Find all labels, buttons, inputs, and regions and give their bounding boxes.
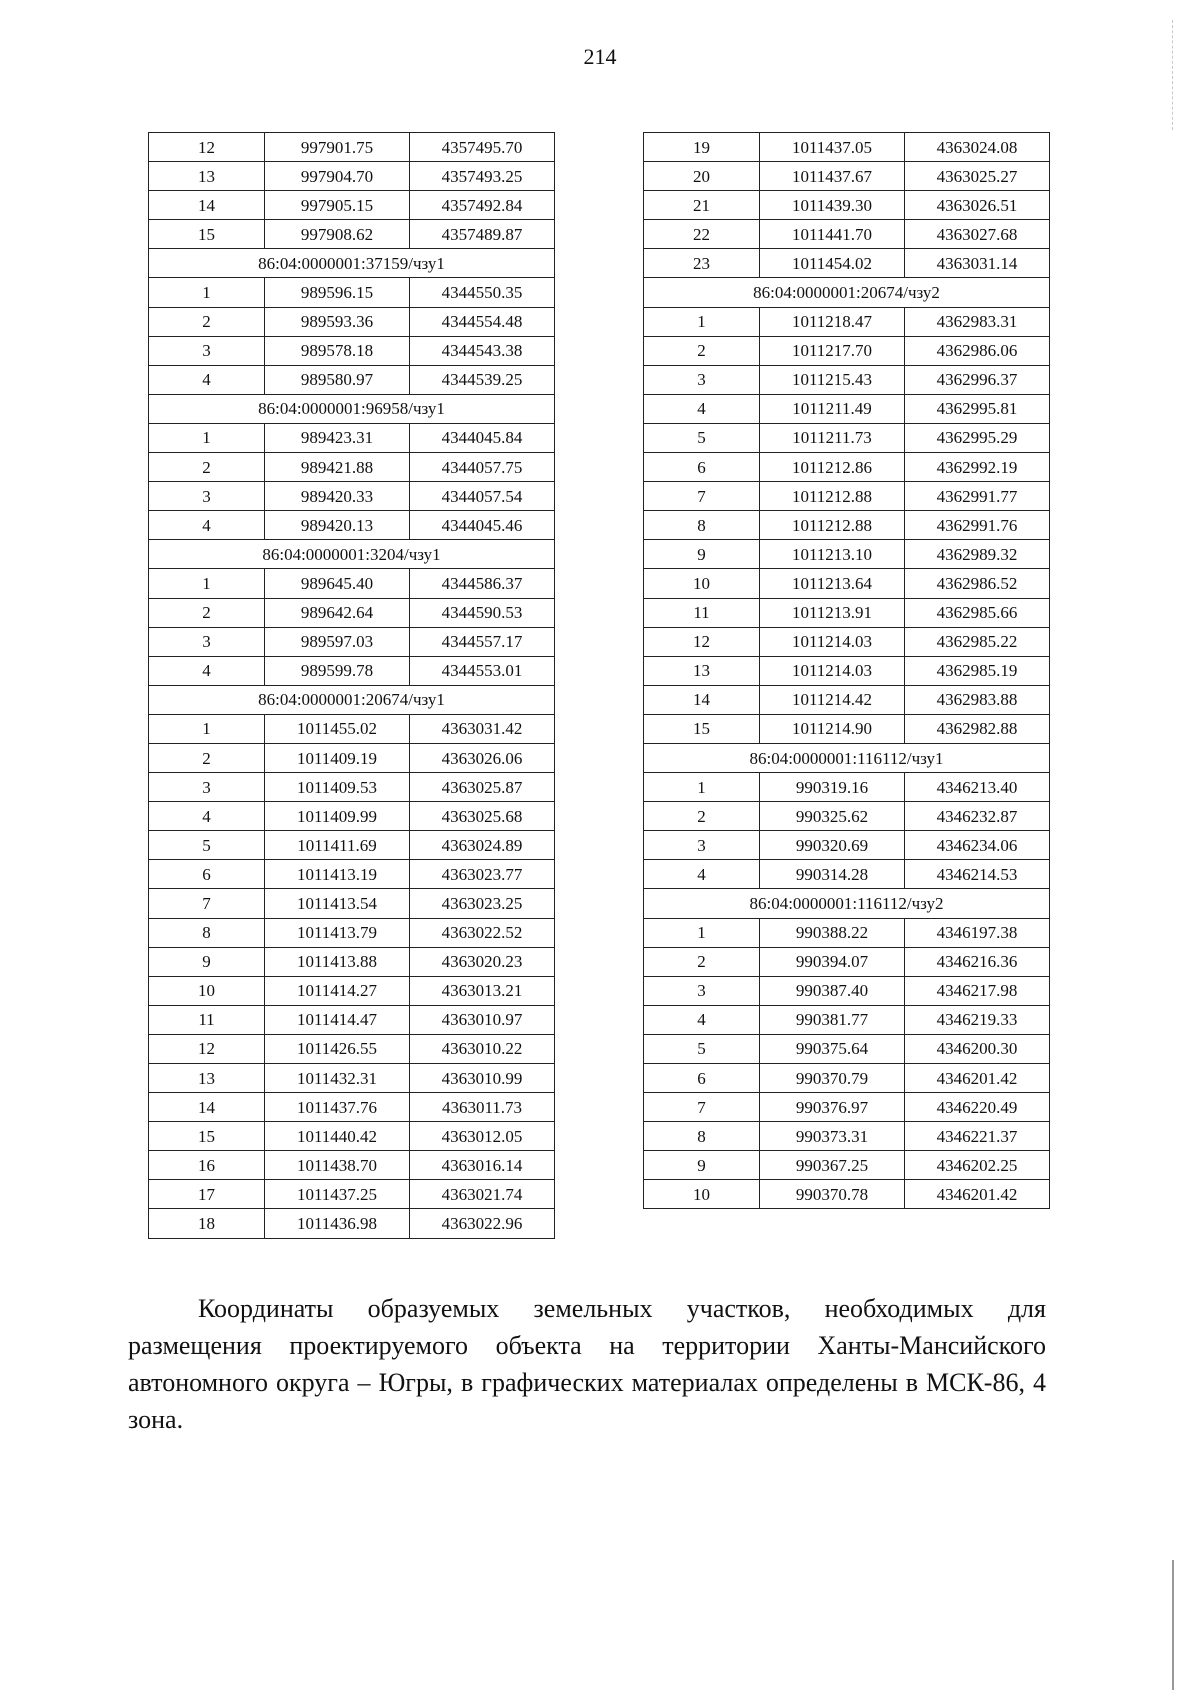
point-number: 19	[644, 133, 760, 162]
table-row	[644, 714, 1050, 743]
y-coordinate: 4362995.81	[905, 394, 1050, 423]
page-number: 214	[583, 44, 617, 69]
x-coordinate: 1011413.88	[265, 947, 410, 976]
y-coordinate: 4363025.68	[410, 802, 555, 831]
table-row	[149, 365, 555, 394]
y-coordinate: 4344550.35	[410, 278, 555, 307]
y-coordinate: 4346202.25	[905, 1151, 1050, 1180]
table-row	[149, 1005, 555, 1034]
table-row	[644, 918, 1050, 947]
table-row	[644, 1034, 1050, 1063]
point-number: 13	[644, 656, 760, 685]
x-coordinate: 989593.36	[265, 307, 410, 336]
table-row	[644, 511, 1050, 540]
point-number: 3	[644, 831, 760, 860]
table-row	[149, 918, 555, 947]
y-coordinate: 4362992.19	[905, 453, 1050, 482]
parcel-header-row	[149, 685, 555, 714]
table-row	[644, 307, 1050, 336]
table-row	[644, 453, 1050, 482]
y-coordinate: 4346213.40	[905, 773, 1050, 802]
point-number: 1	[644, 307, 760, 336]
y-coordinate: 4363031.42	[410, 714, 555, 743]
y-coordinate: 4346217.98	[905, 976, 1050, 1005]
point-number: 10	[644, 569, 760, 598]
point-number: 2	[149, 307, 265, 336]
y-coordinate: 4363010.99	[410, 1064, 555, 1093]
x-coordinate: 990370.78	[760, 1180, 905, 1209]
table-row	[149, 598, 555, 627]
point-number: 4	[644, 394, 760, 423]
coordinates-table-left	[148, 132, 555, 1239]
x-coordinate: 989599.78	[265, 656, 410, 685]
x-coordinate: 1011212.88	[760, 482, 905, 511]
y-coordinate: 4363012.05	[410, 1122, 555, 1151]
y-coordinate: 4346220.49	[905, 1093, 1050, 1122]
point-number: 2	[644, 336, 760, 365]
table-row	[644, 831, 1050, 860]
point-number: 13	[149, 1064, 265, 1093]
table-row	[149, 714, 555, 743]
table-row	[644, 598, 1050, 627]
x-coordinate: 1011409.53	[265, 773, 410, 802]
y-coordinate: 4363027.68	[905, 220, 1050, 249]
point-number: 11	[149, 1005, 265, 1034]
coordinate-system-note: Координаты образуемых земельных участков, необходимых для размещения проектируемого объекта на территории Ханты-Мансийского автономного округа – Югры, в графических материалах определены в МСК-86, 4 зона.	[128, 1294, 1046, 1434]
table-row	[149, 1122, 555, 1151]
point-number: 1	[644, 918, 760, 947]
x-coordinate: 1011436.98	[265, 1209, 410, 1238]
table-row	[149, 831, 555, 860]
table-row	[644, 627, 1050, 656]
table-row	[644, 656, 1050, 685]
table-row	[644, 249, 1050, 278]
parcel-label: 86:04:0000001:116112/чзу1	[644, 743, 1050, 772]
x-coordinate: 1011213.10	[760, 540, 905, 569]
y-coordinate: 4346221.37	[905, 1122, 1050, 1151]
y-coordinate: 4362983.88	[905, 685, 1050, 714]
point-number: 1	[644, 773, 760, 802]
x-coordinate: 1011213.91	[760, 598, 905, 627]
table-row	[644, 162, 1050, 191]
table-row	[149, 627, 555, 656]
point-number: 15	[149, 220, 265, 249]
y-coordinate: 4363013.21	[410, 976, 555, 1005]
point-number: 22	[644, 220, 760, 249]
table-row	[644, 947, 1050, 976]
table-row	[644, 394, 1050, 423]
table-row	[149, 802, 555, 831]
y-coordinate: 4346201.42	[905, 1180, 1050, 1209]
y-coordinate: 4363031.14	[905, 249, 1050, 278]
y-coordinate: 4357495.70	[410, 133, 555, 162]
y-coordinate: 4357489.87	[410, 220, 555, 249]
table-row	[149, 947, 555, 976]
point-number: 21	[644, 191, 760, 220]
x-coordinate: 990387.40	[760, 976, 905, 1005]
parcel-header-row	[644, 889, 1050, 918]
y-coordinate: 4362985.22	[905, 627, 1050, 656]
x-coordinate: 1011432.31	[265, 1064, 410, 1093]
point-number: 6	[644, 453, 760, 482]
y-coordinate: 4346214.53	[905, 860, 1050, 889]
point-number: 1	[149, 278, 265, 307]
y-coordinate: 4346232.87	[905, 802, 1050, 831]
y-coordinate: 4363024.89	[410, 831, 555, 860]
point-number: 5	[644, 423, 760, 452]
point-number: 6	[644, 1064, 760, 1093]
point-number: 10	[149, 976, 265, 1005]
y-coordinate: 4344554.48	[410, 307, 555, 336]
y-coordinate: 4362996.37	[905, 365, 1050, 394]
x-coordinate: 990388.22	[760, 918, 905, 947]
table-row	[149, 1180, 555, 1209]
x-coordinate: 990376.97	[760, 1093, 905, 1122]
table-row	[149, 1064, 555, 1093]
point-number: 11	[644, 598, 760, 627]
point-number: 5	[644, 1034, 760, 1063]
table-row	[149, 162, 555, 191]
parcel-header-row	[149, 394, 555, 423]
table-row	[644, 1093, 1050, 1122]
y-coordinate: 4344557.17	[410, 627, 555, 656]
parcel-header-row	[149, 540, 555, 569]
point-number: 4	[149, 511, 265, 540]
point-number: 16	[149, 1151, 265, 1180]
table-row	[644, 976, 1050, 1005]
table-row	[644, 1180, 1050, 1209]
point-number: 13	[149, 162, 265, 191]
point-number: 12	[149, 133, 265, 162]
x-coordinate: 1011437.25	[265, 1180, 410, 1209]
point-number: 3	[149, 773, 265, 802]
table-row	[644, 1064, 1050, 1093]
point-number: 3	[149, 627, 265, 656]
y-coordinate: 4363016.14	[410, 1151, 555, 1180]
x-coordinate: 990375.64	[760, 1034, 905, 1063]
point-number: 5	[149, 831, 265, 860]
point-number: 9	[644, 540, 760, 569]
y-coordinate: 4344045.46	[410, 511, 555, 540]
table-row	[149, 569, 555, 598]
y-coordinate: 4363010.22	[410, 1034, 555, 1063]
table-row	[149, 453, 555, 482]
point-number: 6	[149, 860, 265, 889]
y-coordinate: 4344553.01	[410, 656, 555, 685]
y-coordinate: 4362986.06	[905, 336, 1050, 365]
x-coordinate: 1011413.79	[265, 918, 410, 947]
table-row	[149, 889, 555, 918]
x-coordinate: 997908.62	[265, 220, 410, 249]
x-coordinate: 1011414.27	[265, 976, 410, 1005]
point-number: 1	[149, 569, 265, 598]
x-coordinate: 990367.25	[760, 1151, 905, 1180]
table-row	[149, 1151, 555, 1180]
x-coordinate: 990319.16	[760, 773, 905, 802]
x-coordinate: 989420.33	[265, 482, 410, 511]
y-coordinate: 4363023.77	[410, 860, 555, 889]
x-coordinate: 1011213.64	[760, 569, 905, 598]
point-number: 7	[644, 1093, 760, 1122]
x-coordinate: 1011211.73	[760, 423, 905, 452]
table-row	[149, 482, 555, 511]
parcel-label: 86:04:0000001:20674/чзу2	[644, 278, 1050, 307]
x-coordinate: 989596.15	[265, 278, 410, 307]
point-number: 2	[149, 453, 265, 482]
y-coordinate: 4346201.42	[905, 1064, 1050, 1093]
y-coordinate: 4357493.25	[410, 162, 555, 191]
y-coordinate: 4346219.33	[905, 1005, 1050, 1034]
y-coordinate: 4346216.36	[905, 947, 1050, 976]
x-coordinate: 1011437.76	[265, 1093, 410, 1122]
point-number: 4	[644, 860, 760, 889]
x-coordinate: 990370.79	[760, 1064, 905, 1093]
point-number: 23	[644, 249, 760, 278]
y-coordinate: 4362989.32	[905, 540, 1050, 569]
x-coordinate: 1011439.30	[760, 191, 905, 220]
scan-margin-mark	[1172, 1560, 1174, 1690]
table-row	[149, 307, 555, 336]
point-number: 18	[149, 1209, 265, 1238]
point-number: 1	[149, 423, 265, 452]
y-coordinate: 4363026.06	[410, 743, 555, 772]
x-coordinate: 989580.97	[265, 365, 410, 394]
x-coordinate: 990320.69	[760, 831, 905, 860]
point-number: 3	[149, 336, 265, 365]
x-coordinate: 1011214.03	[760, 656, 905, 685]
point-number: 12	[644, 627, 760, 656]
table-row	[149, 656, 555, 685]
point-number: 2	[149, 598, 265, 627]
table-row	[149, 511, 555, 540]
y-coordinate: 4363022.96	[410, 1209, 555, 1238]
x-coordinate: 990314.28	[760, 860, 905, 889]
x-coordinate: 1011413.19	[265, 860, 410, 889]
table-row	[644, 569, 1050, 598]
x-coordinate: 1011214.42	[760, 685, 905, 714]
point-number: 9	[644, 1151, 760, 1180]
point-number: 3	[149, 482, 265, 511]
point-number: 4	[644, 1005, 760, 1034]
y-coordinate: 4344586.37	[410, 569, 555, 598]
y-coordinate: 4346234.06	[905, 831, 1050, 860]
point-number: 14	[644, 685, 760, 714]
point-number: 1	[149, 714, 265, 743]
table-row	[149, 743, 555, 772]
table-row	[149, 976, 555, 1005]
y-coordinate: 4362986.52	[905, 569, 1050, 598]
y-coordinate: 4362985.66	[905, 598, 1050, 627]
point-number: 15	[644, 714, 760, 743]
x-coordinate: 989597.03	[265, 627, 410, 656]
table-row	[644, 423, 1050, 452]
y-coordinate: 4363026.51	[905, 191, 1050, 220]
point-number: 7	[149, 889, 265, 918]
x-coordinate: 989645.40	[265, 569, 410, 598]
y-coordinate: 4346197.38	[905, 918, 1050, 947]
table-row	[149, 220, 555, 249]
y-coordinate: 4363020.23	[410, 947, 555, 976]
x-coordinate: 997904.70	[265, 162, 410, 191]
y-coordinate: 4344590.53	[410, 598, 555, 627]
x-coordinate: 997901.75	[265, 133, 410, 162]
x-coordinate: 990325.62	[760, 802, 905, 831]
y-coordinate: 4362991.77	[905, 482, 1050, 511]
y-coordinate: 4363024.08	[905, 133, 1050, 162]
table-row	[149, 423, 555, 452]
table-row	[644, 1005, 1050, 1034]
x-coordinate: 1011409.19	[265, 743, 410, 772]
x-coordinate: 989578.18	[265, 336, 410, 365]
y-coordinate: 4362991.76	[905, 511, 1050, 540]
point-number: 17	[149, 1180, 265, 1209]
point-number: 8	[644, 511, 760, 540]
y-coordinate: 4363025.27	[905, 162, 1050, 191]
x-coordinate: 1011441.70	[760, 220, 905, 249]
x-coordinate: 1011454.02	[760, 249, 905, 278]
point-number: 3	[644, 976, 760, 1005]
point-number: 14	[149, 191, 265, 220]
point-number: 2	[149, 743, 265, 772]
table-row	[149, 133, 555, 162]
x-coordinate: 990381.77	[760, 1005, 905, 1034]
parcel-header-row	[149, 249, 555, 278]
parcel-header-row	[644, 278, 1050, 307]
point-number: 2	[644, 802, 760, 831]
x-coordinate: 1011437.67	[760, 162, 905, 191]
y-coordinate: 4362995.29	[905, 423, 1050, 452]
table-row	[644, 1151, 1050, 1180]
table-row	[149, 1209, 555, 1238]
x-coordinate: 1011455.02	[265, 714, 410, 743]
x-coordinate: 1011217.70	[760, 336, 905, 365]
table-row	[644, 133, 1050, 162]
x-coordinate: 1011426.55	[265, 1034, 410, 1063]
table-row	[149, 860, 555, 889]
x-coordinate: 1011218.47	[760, 307, 905, 336]
y-coordinate: 4363025.87	[410, 773, 555, 802]
x-coordinate: 990394.07	[760, 947, 905, 976]
parcel-label: 86:04:0000001:20674/чзу1	[149, 685, 555, 714]
table-row	[644, 773, 1050, 802]
x-coordinate: 989423.31	[265, 423, 410, 452]
table-row	[149, 1034, 555, 1063]
x-coordinate: 1011413.54	[265, 889, 410, 918]
point-number: 4	[149, 365, 265, 394]
point-number: 9	[149, 947, 265, 976]
point-number: 15	[149, 1122, 265, 1151]
coordinates-table-right	[643, 132, 1050, 1209]
y-coordinate: 4362983.31	[905, 307, 1050, 336]
y-coordinate: 4363023.25	[410, 889, 555, 918]
point-number: 4	[149, 656, 265, 685]
y-coordinate: 4363010.97	[410, 1005, 555, 1034]
x-coordinate: 1011438.70	[265, 1151, 410, 1180]
point-number: 7	[644, 482, 760, 511]
table-row	[644, 860, 1050, 889]
parcel-label: 86:04:0000001:116112/чзу2	[644, 889, 1050, 918]
parcel-label: 86:04:0000001:37159/чзу1	[149, 249, 555, 278]
y-coordinate: 4344045.84	[410, 423, 555, 452]
point-number: 3	[644, 365, 760, 394]
point-number: 4	[149, 802, 265, 831]
point-number: 20	[644, 162, 760, 191]
y-coordinate: 4362982.88	[905, 714, 1050, 743]
parcel-label: 86:04:0000001:96958/чзу1	[149, 394, 555, 423]
table-row	[644, 191, 1050, 220]
y-coordinate: 4344057.54	[410, 482, 555, 511]
table-row	[644, 365, 1050, 394]
table-row	[149, 191, 555, 220]
y-coordinate: 4363022.52	[410, 918, 555, 947]
x-coordinate: 989421.88	[265, 453, 410, 482]
table-row	[644, 802, 1050, 831]
point-number: 14	[149, 1093, 265, 1122]
table-row	[644, 220, 1050, 249]
y-coordinate: 4363011.73	[410, 1093, 555, 1122]
scan-margin-mark	[1172, 20, 1173, 130]
x-coordinate: 1011409.99	[265, 802, 410, 831]
table-row	[644, 336, 1050, 365]
point-number: 2	[644, 947, 760, 976]
x-coordinate: 1011214.03	[760, 627, 905, 656]
parcel-label: 86:04:0000001:3204/чзу1	[149, 540, 555, 569]
table-row	[149, 278, 555, 307]
x-coordinate: 989420.13	[265, 511, 410, 540]
x-coordinate: 1011212.86	[760, 453, 905, 482]
x-coordinate: 1011411.69	[265, 831, 410, 860]
y-coordinate: 4346200.30	[905, 1034, 1050, 1063]
table-row	[644, 482, 1050, 511]
table-row	[644, 685, 1050, 714]
point-number: 8	[644, 1122, 760, 1151]
table-row	[644, 1122, 1050, 1151]
y-coordinate: 4344539.25	[410, 365, 555, 394]
x-coordinate: 1011440.42	[265, 1122, 410, 1151]
parcel-header-row	[644, 743, 1050, 772]
x-coordinate: 1011414.47	[265, 1005, 410, 1034]
x-coordinate: 1011212.88	[760, 511, 905, 540]
y-coordinate: 4363021.74	[410, 1180, 555, 1209]
point-number: 8	[149, 918, 265, 947]
y-coordinate: 4344543.38	[410, 336, 555, 365]
x-coordinate: 997905.15	[265, 191, 410, 220]
table-row	[149, 773, 555, 802]
point-number: 12	[149, 1034, 265, 1063]
table-row	[149, 336, 555, 365]
x-coordinate: 990373.31	[760, 1122, 905, 1151]
point-number: 10	[644, 1180, 760, 1209]
table-row	[149, 1093, 555, 1122]
x-coordinate: 989642.64	[265, 598, 410, 627]
y-coordinate: 4357492.84	[410, 191, 555, 220]
y-coordinate: 4344057.75	[410, 453, 555, 482]
x-coordinate: 1011214.90	[760, 714, 905, 743]
x-coordinate: 1011437.05	[760, 133, 905, 162]
x-coordinate: 1011215.43	[760, 365, 905, 394]
x-coordinate: 1011211.49	[760, 394, 905, 423]
y-coordinate: 4362985.19	[905, 656, 1050, 685]
table-row	[644, 540, 1050, 569]
